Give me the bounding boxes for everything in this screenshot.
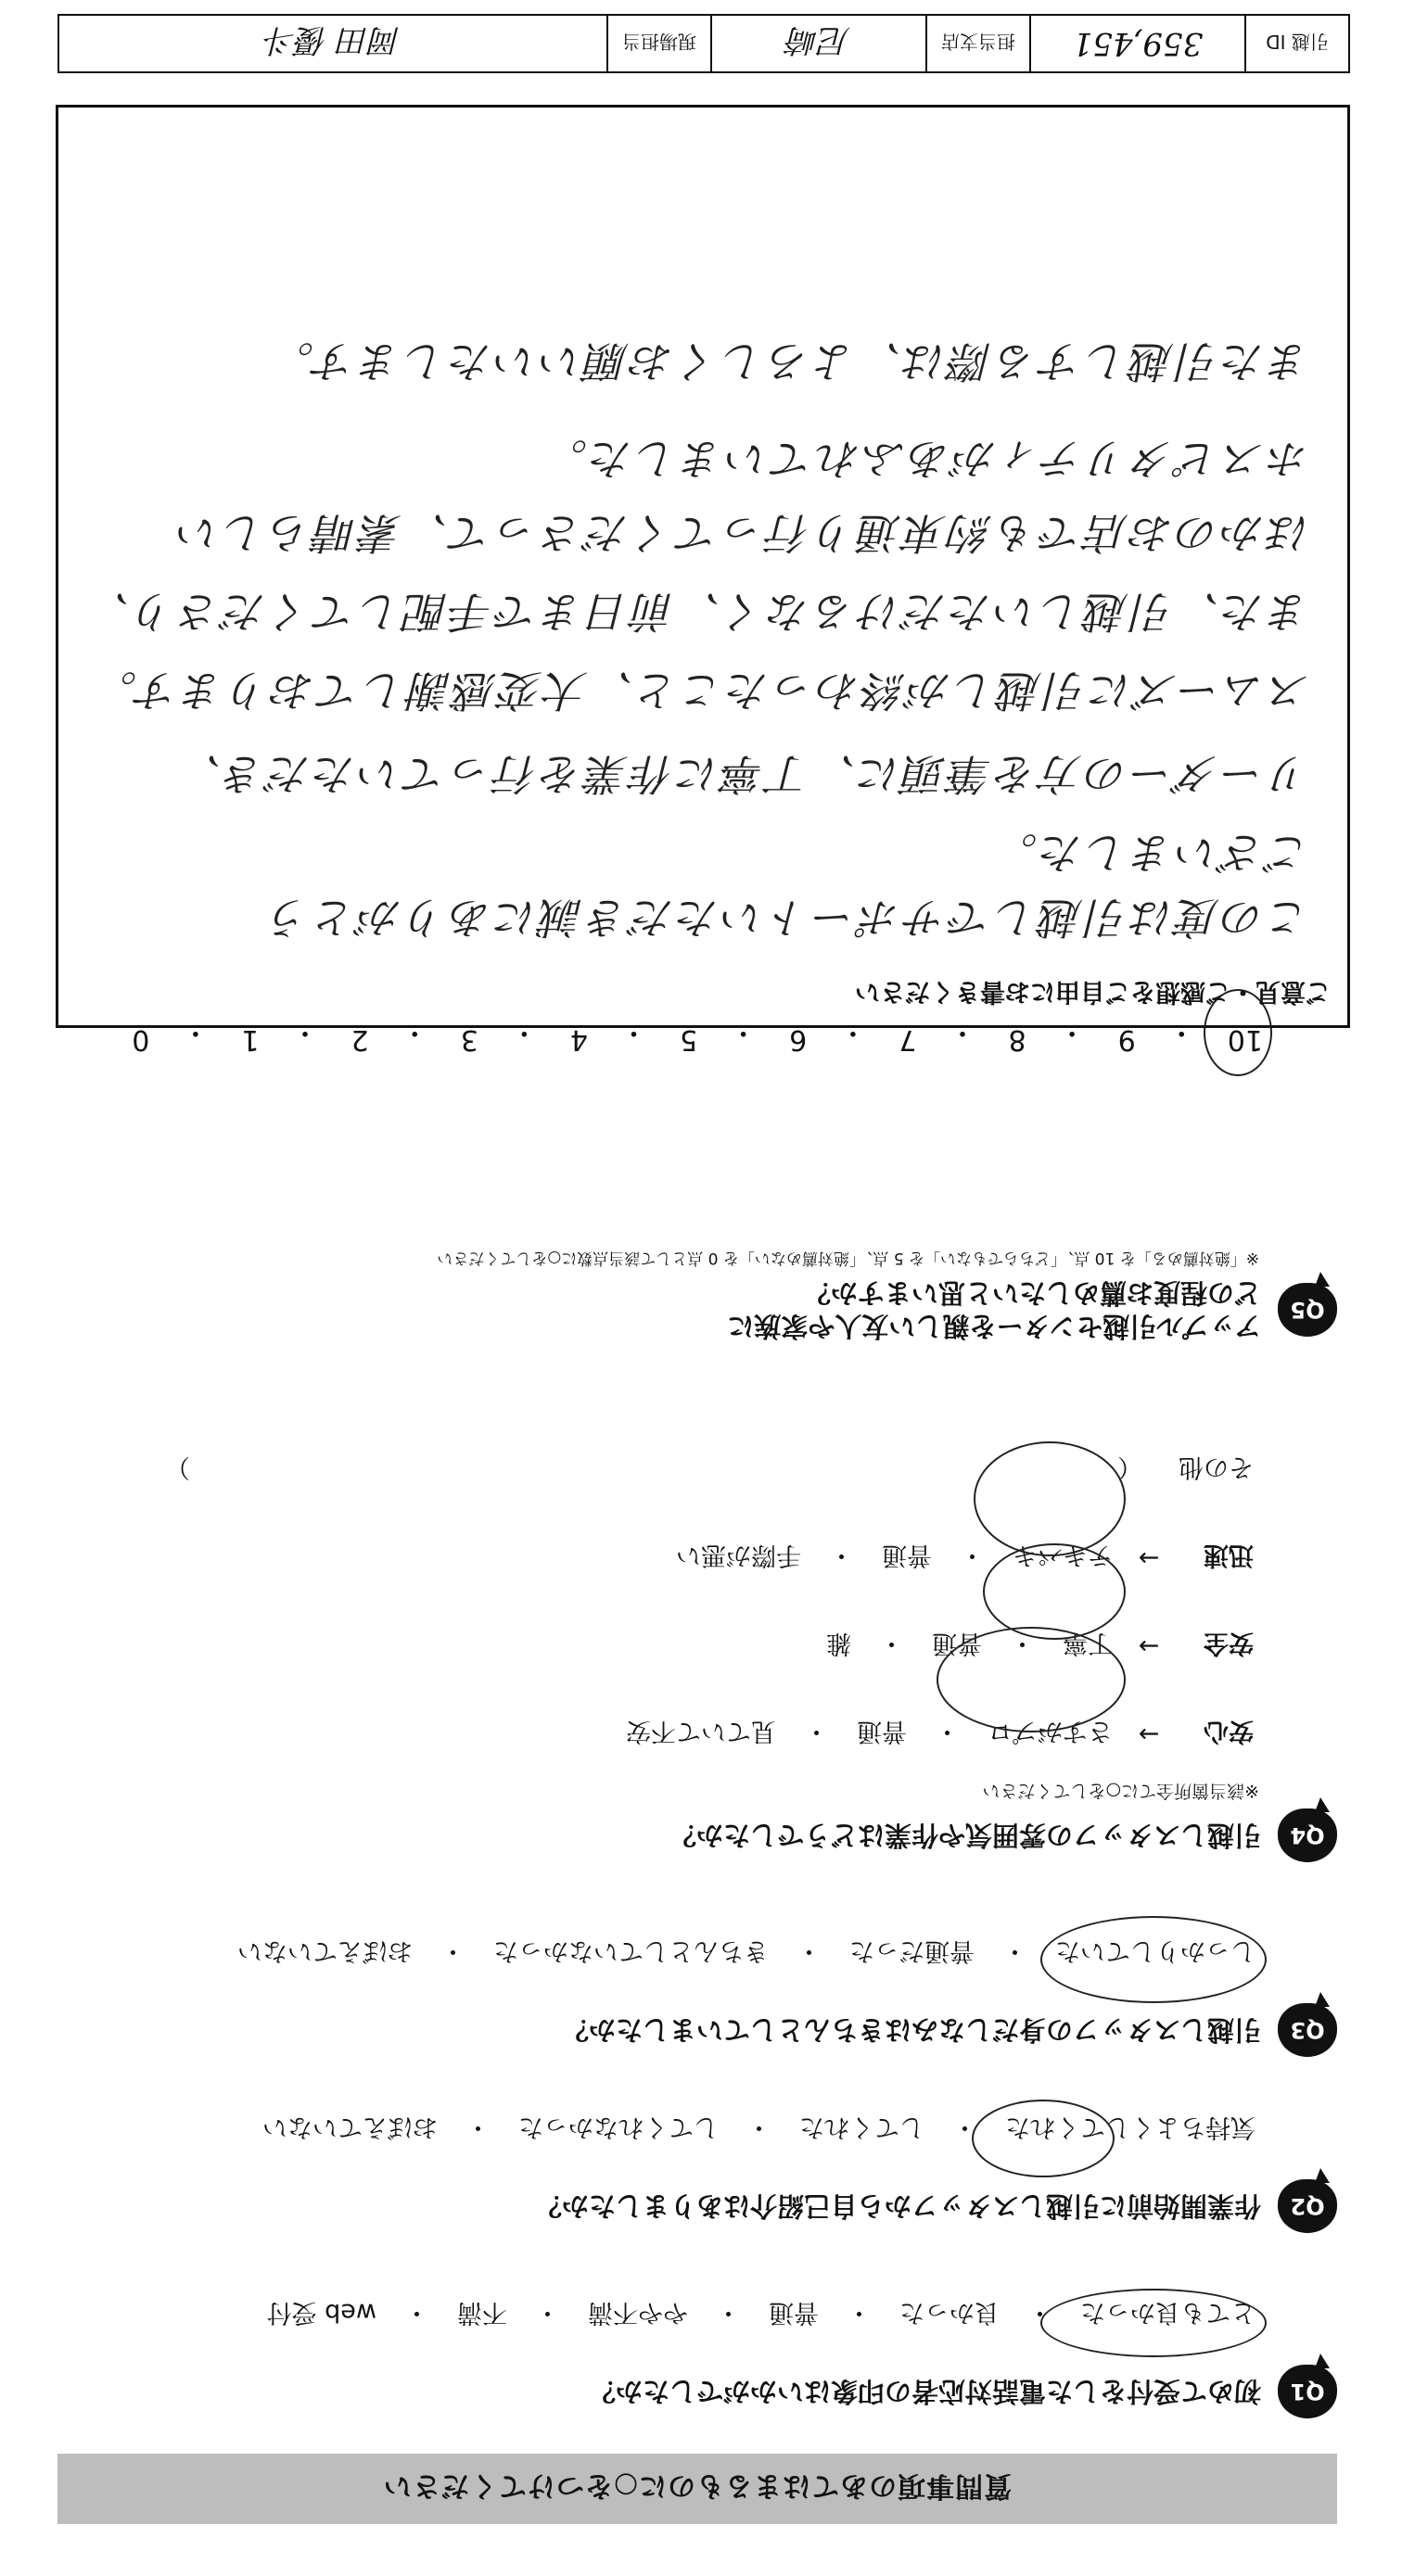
id-value: 359,451: [1029, 16, 1244, 71]
q4-circle-mark: [983, 1543, 1126, 1640]
id-label: 引越 ID: [1244, 16, 1348, 71]
q4-row1-option-1[interactable]: さすがプロ: [988, 1717, 1113, 1745]
q4-row1-option-3[interactable]: 見ていて不安: [626, 1717, 776, 1745]
q4-row2-option-3[interactable]: 雑: [826, 1629, 851, 1657]
q2-badge: Q2: [1278, 2179, 1337, 2233]
q2-options: 気持ちよくしてくれた ・ してくれた ・ してくれなかった ・ おぼえていない: [57, 2112, 1259, 2148]
q2-option-1[interactable]: 気持ちよくしてくれた: [1005, 2113, 1255, 2141]
leader-value: 岡田 優斗: [264, 21, 401, 59]
q4-row-label: 迅速: [1204, 1541, 1254, 1569]
q4-row-label: 安心: [1204, 1717, 1254, 1745]
q5-score-0[interactable]: 0: [132, 1023, 150, 1056]
instruction-banner: [57, 2454, 1337, 2524]
q2-option-2[interactable]: してくれた: [799, 2113, 924, 2141]
q4-badge: Q4: [1278, 1808, 1337, 1862]
staff-info-table: [57, 14, 1350, 73]
q5-score-9[interactable]: 9: [1117, 1023, 1136, 1056]
q3-options: しっかりしていた ・ 普通だった ・ きちんとしていなかった ・ おぼえていない: [57, 1935, 1259, 1972]
leader-label: 現場担当: [606, 16, 710, 71]
q1-option-4[interactable]: やや不満: [588, 2298, 688, 2327]
q5-score-1[interactable]: 1: [241, 1023, 260, 1056]
q5-score-5[interactable]: 5: [680, 1023, 698, 1056]
q5-score-7[interactable]: 7: [899, 1023, 917, 1056]
comments-box: [56, 105, 1350, 1028]
q5-text-line-1: アップル引越センターを親しい友人や家族に: [727, 1311, 1261, 1342]
q1-badge: Q1: [1278, 2365, 1337, 2418]
comment-line: ホスピタリティがあふれていました。: [542, 434, 1310, 484]
q5-score-8[interactable]: 8: [1008, 1023, 1026, 1056]
branch-label: 担当支店: [925, 16, 1029, 71]
q3-option-2[interactable]: 普通だった: [849, 1936, 975, 1965]
comment-line: リーダーの方を筆頭に、丁寧に作業を行っていただき、: [175, 749, 1310, 799]
q4-row-anshin: 安心 → さすがプロ ・ 普通 ・ 見ていて不安: [57, 1716, 1254, 1752]
q1-option-1[interactable]: とても良かった: [1080, 2298, 1255, 2327]
q4-row3-option-2[interactable]: 普通: [882, 1541, 932, 1569]
q4-circle-mark: [937, 1627, 1126, 1732]
q4-note: ※該当箇所全てに○をしてください: [982, 1781, 1259, 1801]
q3-option-1[interactable]: しっかりしていた: [1055, 1936, 1255, 1965]
q1-circle-mark: [1040, 2289, 1267, 2357]
q1-option-2[interactable]: 良かった: [899, 2298, 1000, 2327]
q5-note: ※「絶対薦める」を 10 点、「どちらでもない」を 5 点、「絶対薦めない」を 0 点として該当点数に○をしてください: [437, 1249, 1259, 1268]
comment-line: この度は引越しでサポートいただき誠にありがとう: [265, 893, 1310, 943]
branch-value: 尼崎: [710, 16, 925, 71]
q4-text: 引越しスタッフの雰囲気や作業はどうでしたか？: [669, 1820, 1261, 1852]
question-5: [57, 1250, 1337, 1344]
q5-score-4[interactable]: 4: [569, 1023, 588, 1056]
comment-line: また引越しする際は、よろしくお願いいたします。: [268, 336, 1310, 387]
question-2: [57, 2112, 1337, 2233]
question-4: [57, 1452, 1337, 1862]
q4-row2-option-2[interactable]: 普通: [932, 1629, 982, 1657]
q4-row3-option-3[interactable]: 手際が悪い: [676, 1541, 801, 1569]
instruction-text: 質問事項のあてはまるものに○をつけてください: [382, 2469, 1013, 2502]
q1-options: とても良かった ・ 良かった ・ 普通 ・ やや不満 ・ 不満 ・ web 受付: [57, 2297, 1259, 2333]
q4-row3-option-1[interactable]: テキパキ: [1013, 1541, 1113, 1569]
q5-badge: Q5: [1278, 1283, 1337, 1337]
q2-text: 作業開始前に引越しスタッフから自己紹介はありましたか？: [534, 2190, 1261, 2223]
q4-row1-option-2[interactable]: 普通: [857, 1717, 907, 1745]
q4-other-label: その他: [1179, 1453, 1254, 1481]
q3-badge: Q3: [1278, 2003, 1337, 2057]
q4-row-jinsoku: 迅速 → テキパキ ・ 普通 ・ 手際が悪い: [57, 1540, 1254, 1576]
comments-title: ご意見・ご感想をご自由にお書きください: [855, 977, 1331, 1006]
comment-line: スムーズに引越しが終わったこと、大変感謝しております。: [91, 666, 1310, 716]
q3-circle-mark: [1040, 1916, 1267, 2003]
q4-circle-mark: [974, 1441, 1126, 1556]
q1-option-5[interactable]: 不満: [457, 2298, 507, 2327]
q3-text: 引越しスタッフの身だしなみはきちんとしていましたか？: [561, 2014, 1261, 2047]
q2-option-3[interactable]: してくれなかった: [518, 2113, 719, 2141]
q5-score-3[interactable]: 3: [460, 1023, 478, 1056]
comment-line: また、引越しいただけるなく、前日まで手配してくださり、: [83, 587, 1310, 637]
comment-line: ございました。: [992, 828, 1310, 878]
q2-circle-mark: [972, 2100, 1115, 2177]
comment-line: ほかのお店でも約束通り行ってくださって、素晴らしい: [174, 508, 1310, 558]
q4-row-label: 安全: [1204, 1629, 1254, 1657]
q3-option-4[interactable]: おぼえていない: [237, 1936, 413, 1965]
q5-score-6[interactable]: 6: [789, 1023, 808, 1056]
q1-option-3[interactable]: 普通: [769, 2298, 819, 2327]
q5-scale: 10 ・ 9 ・ 8 ・ 7 ・ 6 ・ 5 ・ 4 ・ 3 ・ 2 ・ 1 ・ 0: [132, 1016, 1263, 1056]
q1-text: 初めて受付をした電話対応者の印象はいかがでしたか？: [588, 2376, 1261, 2408]
q5-score-10[interactable]: 10: [1227, 1023, 1263, 1056]
q3-option-3[interactable]: きちんとしていなかった: [493, 1936, 769, 1965]
q4-row-anzen: 安全 → 丁寧 ・ 普通 ・ 雑: [57, 1628, 1254, 1664]
question-3: [57, 1935, 1337, 2057]
question-1: [57, 2297, 1337, 2418]
q5-text-line-2: どの程度お薦めしたいと思いますか？: [803, 1276, 1261, 1309]
q1-option-6[interactable]: web 受付: [266, 2298, 376, 2327]
q2-option-4[interactable]: おぼえていない: [262, 2113, 438, 2141]
q5-score-2[interactable]: 2: [350, 1023, 369, 1056]
q4-row2-option-1[interactable]: 丁寧: [1063, 1629, 1113, 1657]
q4-row-other: その他 （ ）: [57, 1452, 1254, 1488]
